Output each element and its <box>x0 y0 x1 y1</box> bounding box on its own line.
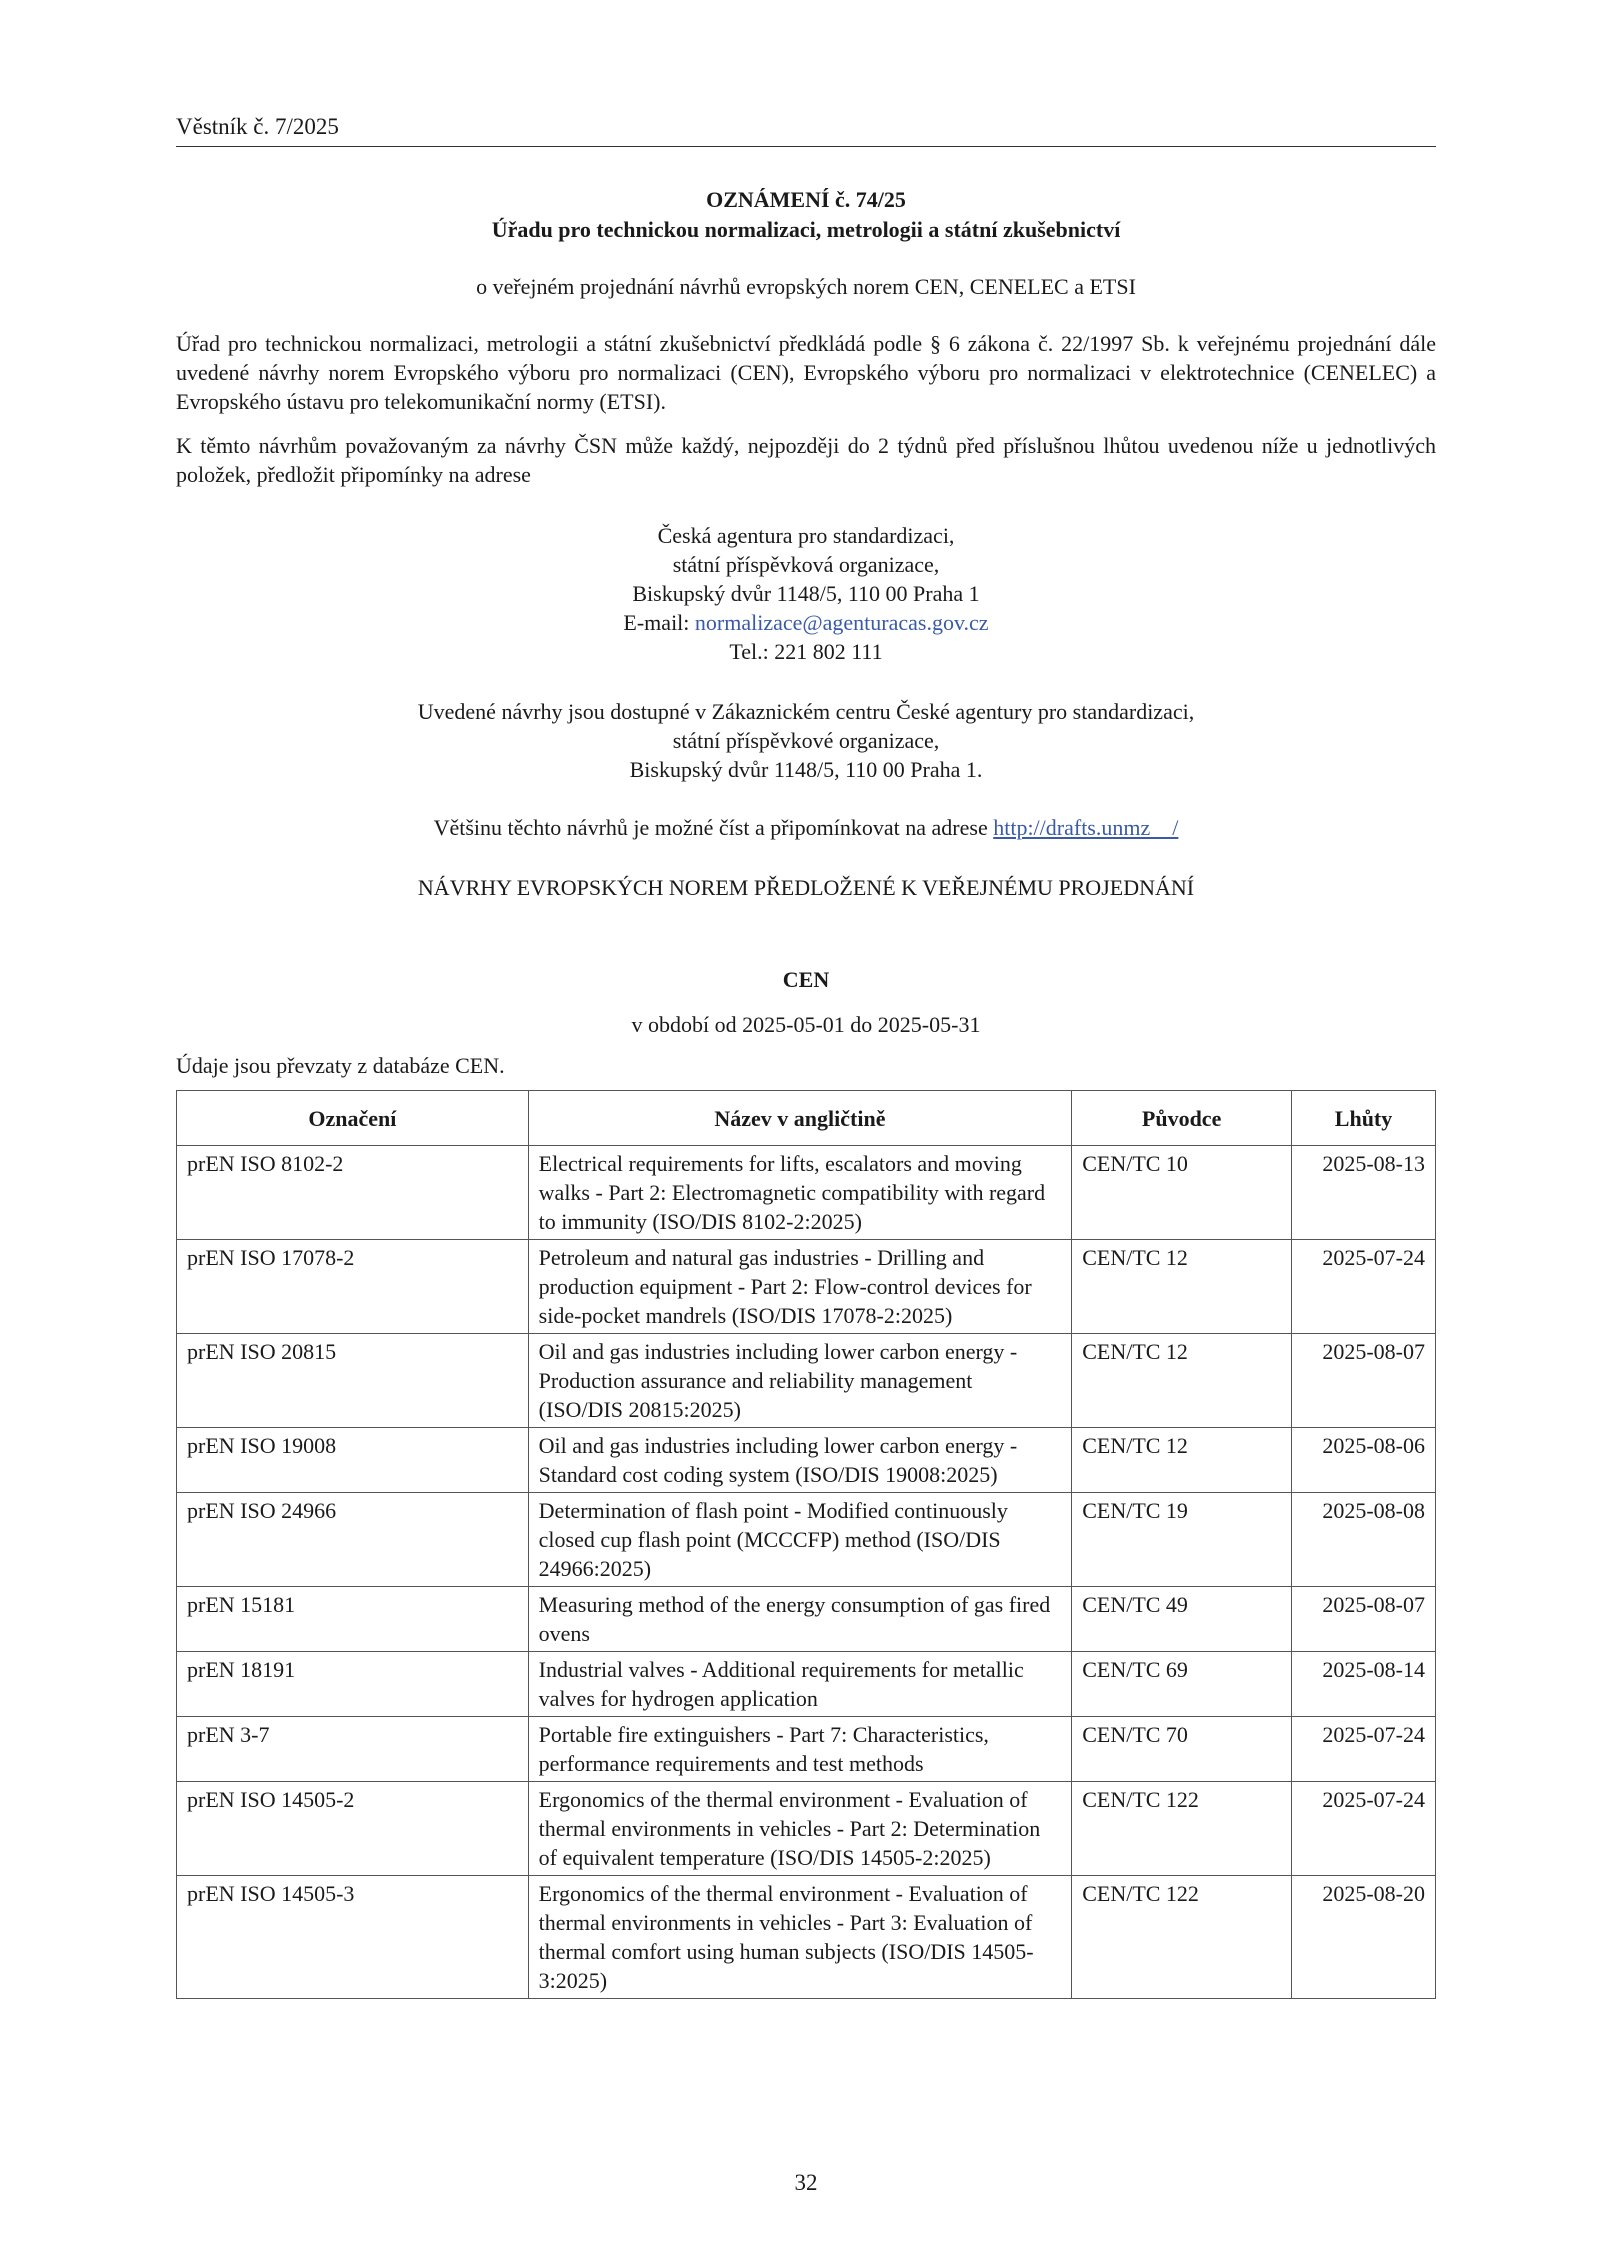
drafts-note <box>176 813 1436 842</box>
cell-deadline: 2025-07-24 <box>1292 1240 1436 1334</box>
availability-line: Uvedené návrhy jsou dostupné v Zákaznickém centru České agentury pro standardizaci, <box>417 699 1195 724</box>
availability-line: státní příspěvkové organizace, <box>672 728 940 753</box>
drafts-note-text: Většinu těchto návrhů je možné číst a připomínkovat na adrese <box>433 815 994 840</box>
cell-designation: prEN 3-7 <box>177 1717 529 1782</box>
cell-title: Portable fire extinguishers - Part 7: Characteristics, performance requirements and test methods <box>528 1717 1072 1782</box>
availability-line: Biskupský dvůr 1148/5, 110 00 Praha 1. <box>629 757 983 782</box>
intro-paragraph: Úřad pro technickou normalizaci, metrologii a státní zkušebnictví předkládá podle § 6 zákona č. 22/1997 Sb. k veřejnému projednání dále uvedené návrhy norem Evropského výboru pro normalizaci (CEN), Evropského výboru pro normalizaci v elektrotechnice (CENELEC) a Evropského ústavu pro telekomunikační normy (ETSI). <box>176 331 1436 414</box>
table-row <box>177 1876 1436 1999</box>
notice-title: OZNÁMENÍ č. 74/25 <box>706 187 906 212</box>
cell-originator: CEN/TC 49 <box>1072 1587 1292 1652</box>
cell-designation: prEN 18191 <box>177 1652 529 1717</box>
cell-title: Ergonomics of the thermal environment - Evaluation of thermal environments in vehicles - Part 3: Evaluation of thermal comfort using human subjects (ISO/DIS 14505-3:2025) <box>528 1876 1072 1999</box>
table-row <box>177 1146 1436 1240</box>
email-line <box>176 608 1436 637</box>
cell-deadline: 2025-08-14 <box>1292 1652 1436 1717</box>
table-row <box>177 1493 1436 1587</box>
notice-title-block <box>176 185 1436 245</box>
email-label: E-mail: <box>623 610 695 635</box>
cell-title: Oil and gas industries including lower carbon energy - Production assurance and reliability management (ISO/DIS 20815:2025) <box>528 1334 1072 1428</box>
email-link[interactable]: normalizace@agenturacas.gov.cz <box>694 610 989 635</box>
cell-designation: prEN ISO 8102-2 <box>177 1146 529 1240</box>
comments-paragraph: K těmto návrhům považovaným za návrhy ČSN může každý, nejpozději do 2 týdnů před příslušnou lhůtou uvedenou níže u jednotlivých položek, předložit připomínky na adrese <box>176 433 1436 487</box>
cell-title: Industrial valves - Additional requirements for metallic valves for hydrogen application <box>528 1652 1072 1717</box>
cell-deadline: 2025-08-06 <box>1292 1428 1436 1493</box>
page-number: 32 <box>794 2170 818 2195</box>
address-line: státní příspěvková organizace, <box>672 552 940 577</box>
column-header-designation: Označení <box>177 1091 529 1146</box>
cell-originator: CEN/TC 12 <box>1072 1428 1292 1493</box>
cell-designation: prEN ISO 14505-2 <box>177 1782 529 1876</box>
notice-subject: o veřejném projednání návrhů evropských norem CEN, CENELEC a ETSI <box>476 274 1136 299</box>
cell-originator: CEN/TC 122 <box>1072 1782 1292 1876</box>
section-heading: NÁVRHY EVROPSKÝCH NOREM PŘEDLOŽENÉ K VEŘEJNÉMU PROJEDNÁNÍ <box>417 875 1195 900</box>
cell-originator: CEN/TC 12 <box>1072 1240 1292 1334</box>
source-note: Údaje jsou převzaty z databáze CEN. <box>176 1053 505 1078</box>
address-line: Česká agentura pro standardizaci, <box>657 523 955 548</box>
table-row <box>177 1587 1436 1652</box>
phone-line: Tel.: 221 802 111 <box>729 639 883 664</box>
availability-address <box>176 697 1436 784</box>
running-head: Věstník č. 7/2025 <box>176 114 1436 147</box>
table-row <box>177 1652 1436 1717</box>
table-row <box>177 1717 1436 1782</box>
cen-heading: CEN <box>782 967 830 992</box>
cell-originator: CEN/TC 122 <box>1072 1876 1292 1999</box>
column-header-deadline: Lhůty <box>1292 1091 1436 1146</box>
cell-deadline: 2025-08-20 <box>1292 1876 1436 1999</box>
cell-designation: prEN ISO 19008 <box>177 1428 529 1493</box>
drafts-link[interactable]: http://drafts.unmz / <box>993 815 1179 840</box>
column-header-title: Název v angličtině <box>528 1091 1072 1146</box>
table-row <box>177 1782 1436 1876</box>
submission-address <box>176 521 1436 666</box>
cell-title: Electrical requirements for lifts, escalators and moving walks - Part 2: Electromagnetic compatibility with regard to immunity (ISO/DIS 8102-2:2025) <box>528 1146 1072 1240</box>
drafts-table <box>176 1090 1436 1999</box>
cell-title: Measuring method of the energy consumption of gas fired ovens <box>528 1587 1072 1652</box>
cell-deadline: 2025-08-07 <box>1292 1334 1436 1428</box>
address-line: Biskupský dvůr 1148/5, 110 00 Praha 1 <box>632 581 980 606</box>
cell-originator: CEN/TC 10 <box>1072 1146 1292 1240</box>
cell-originator: CEN/TC 69 <box>1072 1652 1292 1717</box>
cell-originator: CEN/TC 70 <box>1072 1717 1292 1782</box>
cell-designation: prEN ISO 24966 <box>177 1493 529 1587</box>
cell-designation: prEN ISO 17078-2 <box>177 1240 529 1334</box>
cell-designation: prEN 15181 <box>177 1587 529 1652</box>
cell-title: Petroleum and natural gas industries - Drilling and production equipment - Part 2: Flow-control devices for side-pocket mandrels (ISO/DIS 17078-2:2025) <box>528 1240 1072 1334</box>
cell-deadline: 2025-08-13 <box>1292 1146 1436 1240</box>
cell-title: Oil and gas industries including lower carbon energy - Standard cost coding system (ISO/DIS 19008:2025) <box>528 1428 1072 1493</box>
cell-deadline: 2025-08-08 <box>1292 1493 1436 1587</box>
cell-title: Ergonomics of the thermal environment - Evaluation of thermal environments in vehicles - Part 2: Determination of equivalent temperature (ISO/DIS 14505-2:2025) <box>528 1782 1072 1876</box>
cell-title: Determination of flash point - Modified continuously closed cup flash point (MCCCFP) method (ISO/DIS 24966:2025) <box>528 1493 1072 1587</box>
column-header-originator: Původce <box>1072 1091 1292 1146</box>
table-row <box>177 1428 1436 1493</box>
cell-deadline: 2025-08-07 <box>1292 1587 1436 1652</box>
cell-designation: prEN ISO 20815 <box>177 1334 529 1428</box>
cen-period: v období od 2025-05-01 do 2025-05-31 <box>631 1012 981 1037</box>
cell-designation: prEN ISO 14505-3 <box>177 1876 529 1999</box>
table-header-row <box>177 1091 1436 1146</box>
cell-originator: CEN/TC 19 <box>1072 1493 1292 1587</box>
table-row <box>177 1334 1436 1428</box>
cell-deadline: 2025-07-24 <box>1292 1782 1436 1876</box>
table-row <box>177 1240 1436 1334</box>
cell-deadline: 2025-07-24 <box>1292 1717 1436 1782</box>
notice-issuer: Úřadu pro technickou normalizaci, metrologii a státní zkušebnictví <box>491 217 1121 242</box>
cell-originator: CEN/TC 12 <box>1072 1334 1292 1428</box>
